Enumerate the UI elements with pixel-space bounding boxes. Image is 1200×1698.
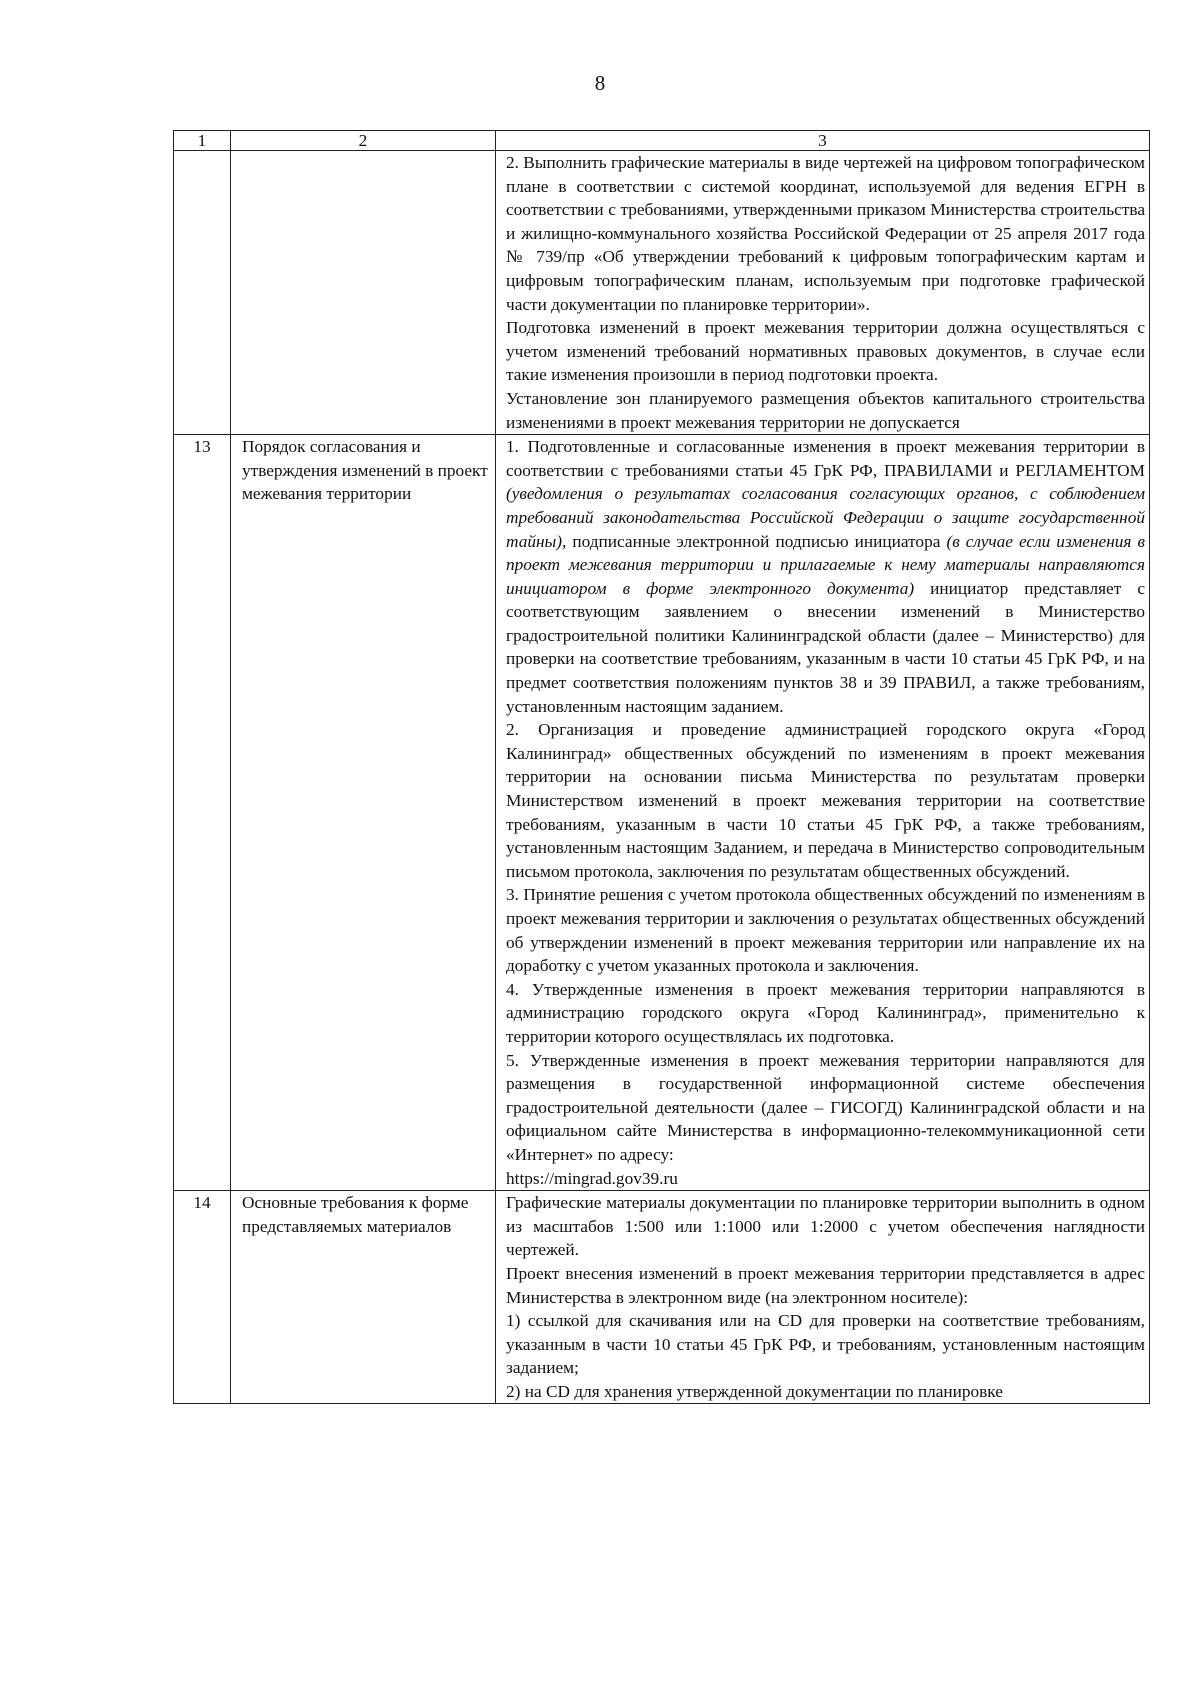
- paragraph-text: 1. Подготовленные и согласованные изменения в проект межевания территории в соответствии с требованиями статьи 45 ГрК РФ, ПРАВИЛАМИ и РЕГЛАМЕНТОМ: [506, 437, 1145, 480]
- row-name-cell: [231, 151, 496, 435]
- column-header-1: 1: [174, 131, 231, 151]
- row-content-cell: [496, 1191, 1150, 1404]
- content-paragraph: Подготовка изменений в проект межевания территории должна осуществляться с учетом изменений требований нормативных правовых документов, в случае если такие изменения произошли в период подготовки проекта.: [506, 318, 1145, 385]
- table-row-14: [174, 1191, 1150, 1404]
- content-paragraph: 4. Утвержденные изменения в проект межевания территории направляются в администрацию городского округа «Город Калининград», применительно к территории которого осуществлялась их подготовка.: [506, 979, 1145, 1046]
- italic-note: (уведомления о результатах согласования согласующих органов, с соблюдением требований законодательства Российской Федерации о защите государственной тайны),: [506, 484, 1145, 551]
- row-number-cell: [174, 151, 231, 435]
- row-name-cell: Основные требования к форме представляемых материалов: [231, 1191, 496, 1404]
- paragraph-text: подписанные электронной подписью инициатора: [566, 531, 947, 551]
- row-content-cell: [496, 435, 1150, 1191]
- page-number: 8: [594, 71, 606, 95]
- row-name-cell: Порядок согласования и утверждения изменений в проект межевания территории: [231, 435, 496, 1191]
- content-paragraph: [506, 435, 1145, 718]
- table-row-continuation: [174, 151, 1150, 435]
- italic-note: (в случае если изменения в проект межевания территории и прилагаемые к нему материалы направляются инициатором в форме электронного документа): [506, 531, 1145, 598]
- content-paragraph: 1) ссылкой для скачивания или на CD для проверки на соответствие требованиям, указанным в части 10 статьи 45 ГрК РФ, и требованиям, установленным настоящим заданием;: [506, 1311, 1145, 1378]
- paragraph-text: инициатор представляет с соответствующим заявлением о внесении изменений в Министерство градостроительной политики Калининградской области (далее – Министерство) для проверки на соответствие требованиям, указанным в части 10 статьи 45 ГрК РФ, и на предмет соответствия положениям пунктов 38 и 39 ПРАВИЛ, а также требованиям, установленным настоящим заданием.: [506, 578, 1145, 716]
- row-number-cell: 14: [174, 1191, 231, 1404]
- content-paragraph: Установление зон планируемого размещения объектов капитального строительства изменениями в проект межевания территории не допускается: [506, 388, 1145, 432]
- content-paragraph: 2. Организация и проведение администрацией городского округа «Город Калининград» общественных обсуждений по изменениям в проект межевания территории на основании письма Министерства по результатам проверки Министерством изменений в проект межевания территории на соответствие требованиям, указанным в части 10 статьи 45 ГрК РФ, а также требованиям, установленным настоящим Заданием, и передача в Министерство сопроводительным письмом протокола, заключения по результатам общественных обсуждений.: [506, 720, 1145, 881]
- content-paragraph: 2. Выполнить графические материалы в виде чертежей на цифровом топографическом плане в соответствии с системой координат, используемой для ведения ЕГРН в соответствии с требованиями, утвержденными приказом Министерства строительства и жилищно-коммунального хозяйства Российской Федерации от 25 апреля 2017 года № 739/пр «Об утверждении требований к цифровым топографическим картам и цифровым топографическим планам, используемым при подготовке графической части документации по планировке территории».: [506, 153, 1145, 314]
- website-url: https://mingrad.gov39.ru: [506, 1168, 678, 1188]
- table-header-row: [174, 131, 1150, 151]
- requirements-table: [173, 130, 1150, 1404]
- column-header-2: 2: [231, 131, 496, 151]
- content-paragraph: 2) на CD для хранения утвержденной документации по планировке: [506, 1381, 1003, 1401]
- row-content-cell: [496, 151, 1150, 435]
- content-paragraph: 5. Утвержденные изменения в проект межевания территории направляются для размещения в государственной информационной системе обеспечения градостроительной деятельности (далее – ГИСОГД) Калининградской области и на официальном сайте Министерства в информационно-телекоммуникационной сети «Интернет» по адресу:: [506, 1050, 1145, 1164]
- row-number-cell: 13: [174, 435, 231, 1191]
- column-header-3: 3: [496, 131, 1150, 151]
- content-paragraph: Проект внесения изменений в проект межевания территории представляется в адрес Министерства в электронном виде (на электронном носителе):: [506, 1263, 1145, 1307]
- content-paragraph: Графические материалы документации по планировке территории выполнить в одном из масштабов 1:500 или 1:1000 или 1:2000 с учетом обеспечения наглядности чертежей.: [506, 1193, 1145, 1260]
- content-paragraph: 3. Принятие решения с учетом протокола общественных обсуждений по изменениям в проект межевания территории и заключения о результатах общественных обсуждений об утверждении изменений в проект межевания территории или направление их на доработку с учетом указанных протокола и заключения.: [506, 885, 1145, 976]
- table-row-13: [174, 435, 1150, 1191]
